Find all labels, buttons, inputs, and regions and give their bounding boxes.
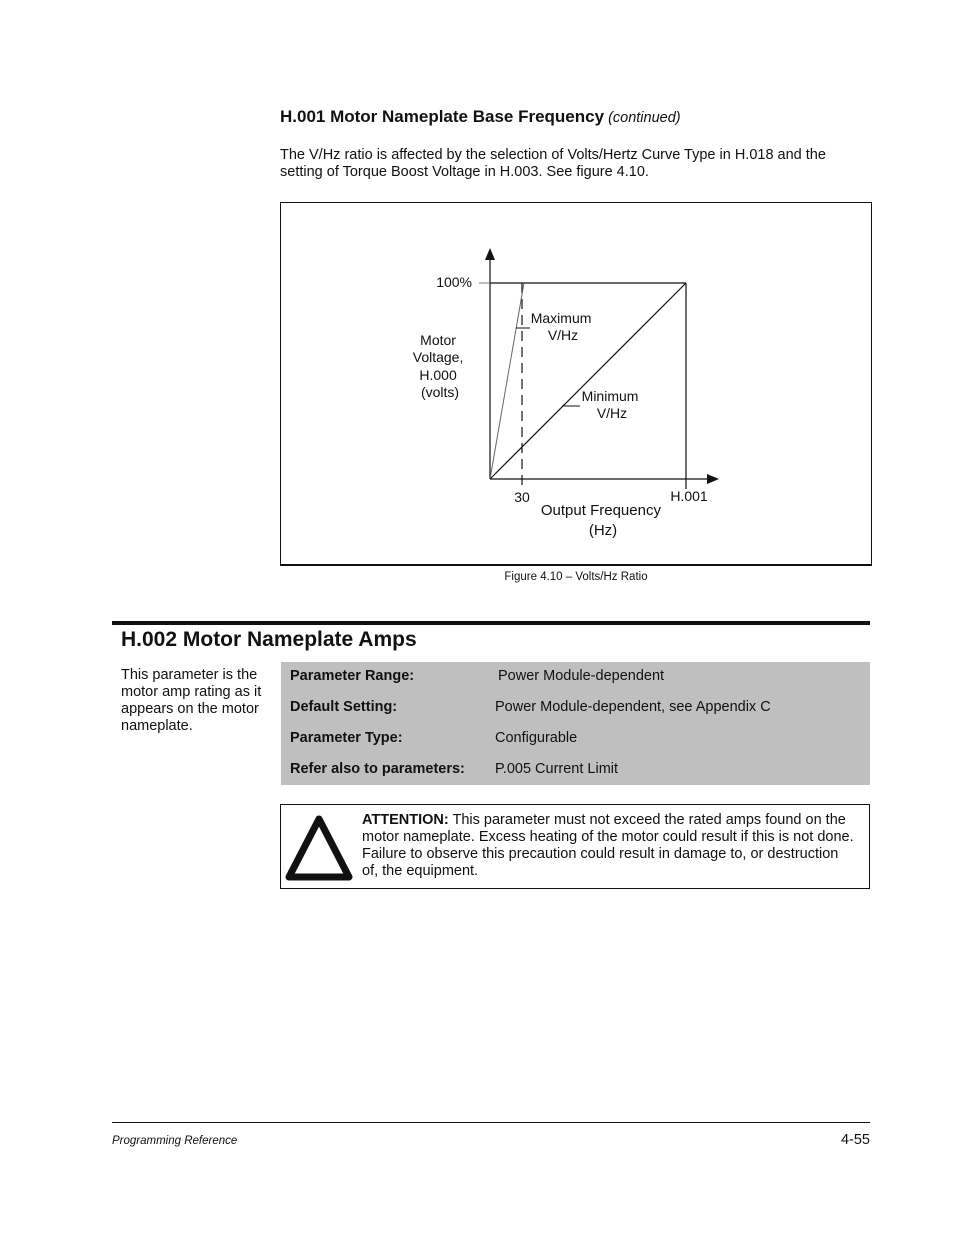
footer-rule bbox=[112, 1122, 870, 1123]
param-row-refer bbox=[281, 761, 870, 781]
param-row-default bbox=[281, 699, 870, 719]
label-100: 100% bbox=[436, 274, 472, 290]
x-axis-arrow bbox=[707, 474, 719, 484]
section-rule bbox=[112, 621, 870, 625]
page-number: 4-55 bbox=[840, 1132, 870, 1148]
parameter-description: This parameter is the motor amp rating as it appears on the motor nameplate. bbox=[121, 667, 262, 734]
section-heading bbox=[280, 107, 681, 127]
attention-label: ATTENTION: bbox=[362, 812, 449, 828]
minimum-vhz-label: Minimum V/Hz bbox=[581, 388, 639, 421]
param-value: P.005 Current Limit bbox=[495, 761, 619, 777]
footer-section-name: Programming Reference bbox=[112, 1135, 238, 1147]
parameter-table bbox=[281, 662, 870, 785]
x-tick-h001: H.001 bbox=[670, 488, 708, 504]
x-axis-label: Output Frequency (Hz) bbox=[540, 502, 661, 539]
param-row-type bbox=[281, 730, 870, 750]
param-label: Refer also to parameters: bbox=[290, 761, 465, 777]
attention-body: This parameter must not exceed the rated amps found on the motor nameplate. Excess heating of the motor could result if this is not done. Failure to observe this precaution could result in damage to, or destruction of, the equipment. bbox=[362, 812, 854, 879]
intro-paragraph: The V/Hz ratio is affected by the selection of Volts/Hertz Curve Type in H.018 and the setting of Torque Boost Voltage in H.003. See figure 4.10. bbox=[280, 147, 826, 180]
x-tick-30: 30 bbox=[514, 489, 530, 505]
param-label: Default Setting: bbox=[290, 699, 398, 715]
y-axis-arrow bbox=[485, 248, 495, 260]
continued-label: (continued) bbox=[608, 110, 681, 126]
y-axis-label: Motor Voltage, H.000 (volts) bbox=[412, 332, 464, 400]
param-label: Parameter Type: bbox=[290, 730, 403, 746]
maximum-vhz-label: Maximum V/Hz bbox=[530, 310, 592, 343]
vhz-diagram bbox=[280, 202, 872, 566]
param-value: Configurable bbox=[495, 730, 578, 746]
param-value: Power Module-dependent, see Appendix C bbox=[495, 699, 771, 715]
section-title-h002: H.002 Motor Nameplate Amps bbox=[121, 628, 417, 651]
warning-triangle-icon bbox=[285, 815, 353, 881]
section-title: H.001 Motor Nameplate Base Frequency bbox=[280, 107, 605, 126]
param-label: Parameter Range: bbox=[290, 668, 415, 684]
param-value: Power Module-dependent bbox=[498, 668, 665, 684]
figure-caption: Figure 4.10 – Volts/Hz Ratio bbox=[504, 571, 648, 583]
attention-message bbox=[362, 812, 858, 880]
param-row-range bbox=[281, 668, 870, 688]
